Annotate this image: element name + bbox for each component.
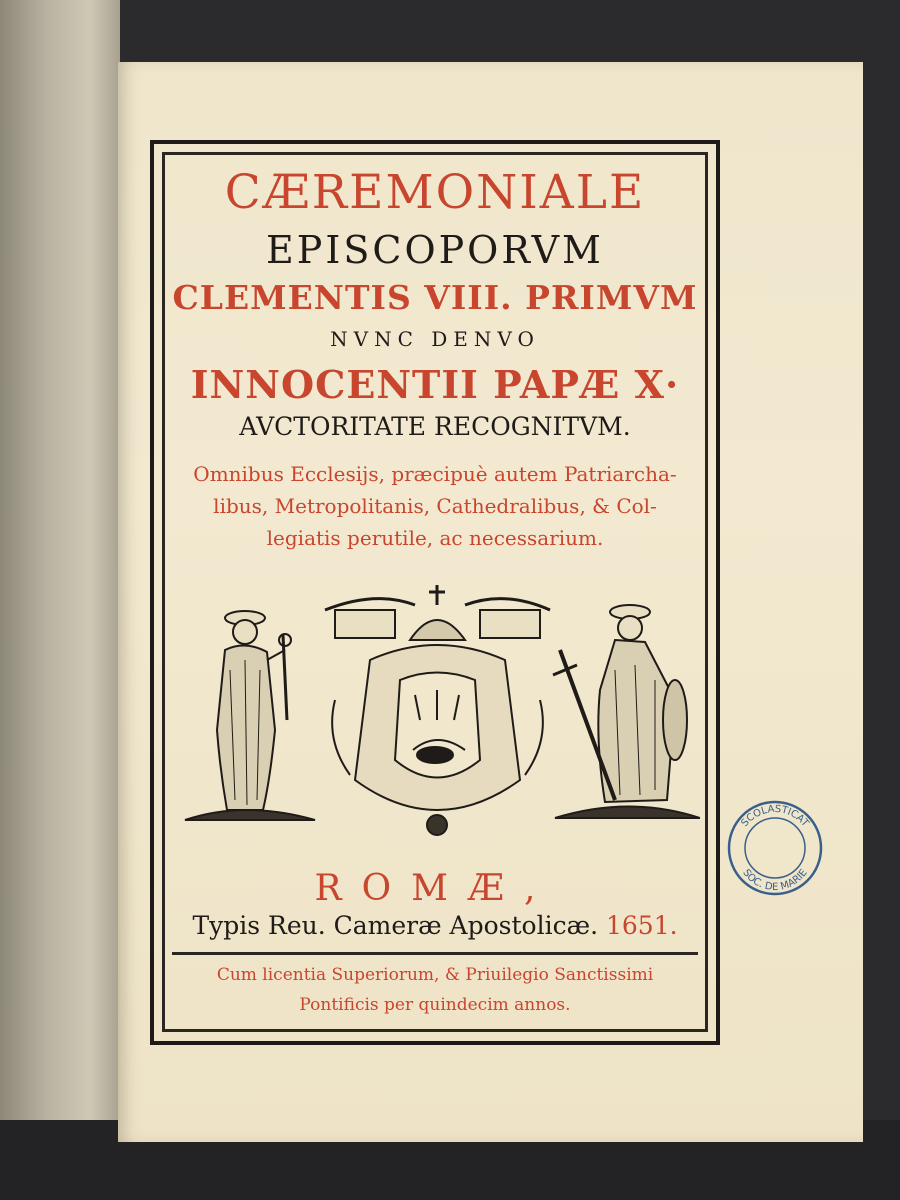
saint-peter-figure [185, 611, 315, 820]
saint-paul-figure [553, 605, 700, 818]
license-line-2: Pontificis per quindecim annos. [299, 995, 571, 1015]
title-line-clementis: CLEMENTIS VIII. PRIMVM [172, 278, 698, 317]
stamp-text-bottom: SOC. DE MARIE [740, 867, 810, 894]
title-line-innocentii: INNOCENTII PAPÆ X· [190, 362, 680, 407]
papal-coat-of-arms [325, 585, 550, 835]
title-line-episcoporum: EPISCOPORVM [266, 228, 604, 272]
title-line-caeremoniale: CÆREMONIALE [224, 165, 646, 220]
imprint-place: ROMÆ, [314, 868, 556, 909]
imprint-year: 1651. [605, 911, 678, 940]
title-line-nunc-denuo: NVNC DENVO [330, 327, 540, 351]
woodcut-ornament [175, 580, 700, 850]
printer-name: Typis Reu. Cameræ Apostolicæ. [192, 911, 599, 940]
subtitle-line-1: Omnibus Ecclesijs, præcipuè autem Patriarcha- [193, 462, 677, 486]
subtitle-line-3: legiatis perutile, ac necessarium. [266, 526, 604, 550]
library-stamp [725, 798, 825, 898]
imprint-printer [162, 911, 708, 940]
book-left-page-edge [0, 0, 120, 1200]
subtitle-line-2: libus, Metropolitanis, Cathedralibus, & Col- [213, 494, 657, 518]
license-line-1: Cum licentia Superiorum, & Priuilegio Sanctissimi [216, 965, 654, 985]
divider-rule [172, 952, 698, 955]
stamp-text-top: SCOLASTICAT [739, 803, 811, 829]
title-line-auctoritate: AVCTORITATE RECOGNITVM. [239, 412, 631, 441]
